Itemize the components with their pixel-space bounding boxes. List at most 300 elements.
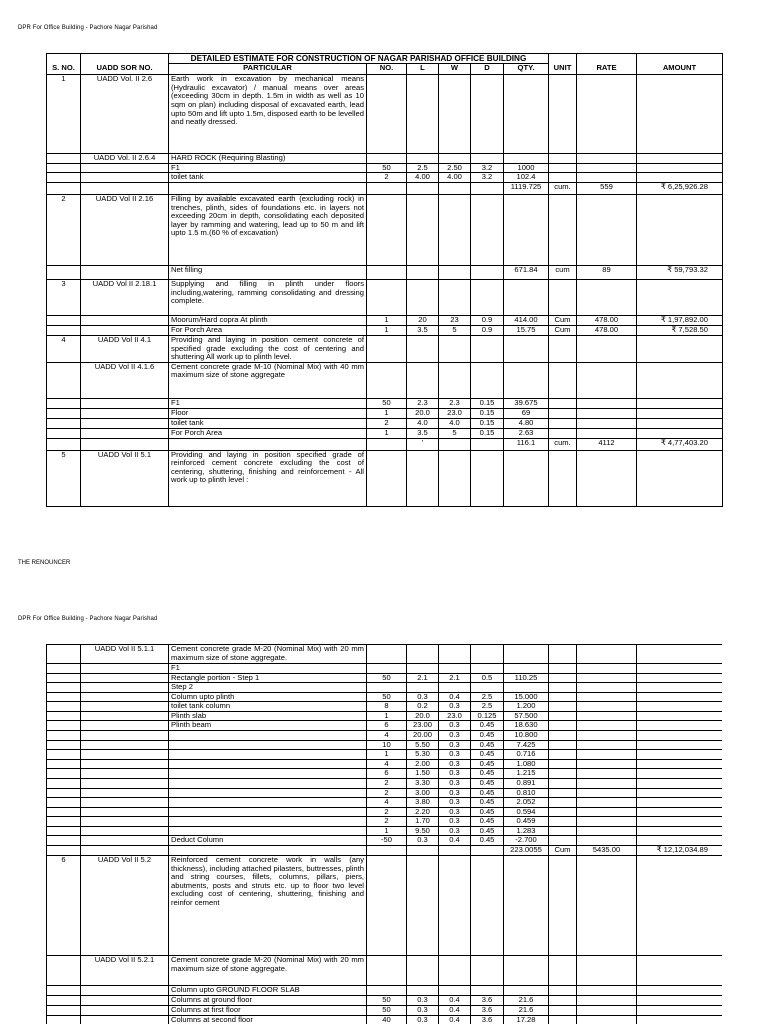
table-row xyxy=(47,807,723,817)
rate-cell xyxy=(577,995,637,1005)
qty-cell xyxy=(504,75,549,154)
d-cell: 0.9 xyxy=(471,316,504,326)
unit-cell xyxy=(549,163,577,173)
sor-cell xyxy=(81,163,169,173)
w-cell: 5 xyxy=(439,326,471,336)
d-cell: 0.45 xyxy=(471,759,504,769)
unit-cell: Cum xyxy=(549,326,577,336)
sno-cell xyxy=(47,645,81,664)
qty-cell: 15.75 xyxy=(504,326,549,336)
sor-cell xyxy=(81,673,169,683)
particular-cell: Rectangle portion - Step 1 xyxy=(169,673,367,683)
unit-cell xyxy=(549,985,577,995)
no-cell: 6 xyxy=(367,769,407,779)
rate-cell xyxy=(577,173,637,183)
w-cell xyxy=(439,664,471,674)
sno-cell xyxy=(47,1005,81,1015)
no-cell: 1 xyxy=(367,750,407,760)
sor-cell xyxy=(81,702,169,712)
qty-cell: 2.63 xyxy=(504,428,549,438)
d-cell xyxy=(471,855,504,955)
sno-cell xyxy=(47,759,81,769)
l-cell: 2.3 xyxy=(407,398,439,408)
qty-cell xyxy=(504,683,549,693)
column-header-row xyxy=(47,64,723,75)
w-cell xyxy=(439,183,471,195)
particular-cell: F1 xyxy=(169,163,367,173)
rate-cell xyxy=(577,645,637,664)
sor-cell: UADD Vol II 5.1.1 xyxy=(81,645,169,664)
sno-cell xyxy=(47,692,81,702)
unit-cell xyxy=(549,807,577,817)
table-row xyxy=(47,362,723,398)
rate-cell xyxy=(577,721,637,731)
sno-cell xyxy=(47,163,81,173)
rate-cell xyxy=(577,1015,637,1024)
amount-cell xyxy=(637,645,723,664)
sor-cell xyxy=(81,788,169,798)
qty-cell: 21.6 xyxy=(504,1005,549,1015)
sor-cell xyxy=(81,316,169,326)
particular-cell xyxy=(169,759,367,769)
table-row xyxy=(47,266,723,280)
table-row xyxy=(47,183,723,195)
amount-cell xyxy=(637,798,723,808)
unit-cell xyxy=(549,759,577,769)
table-row xyxy=(47,750,723,760)
amount-cell xyxy=(637,75,723,154)
table-row xyxy=(47,163,723,173)
amount-cell xyxy=(637,1015,723,1024)
no-cell: 4 xyxy=(367,798,407,808)
sor-cell xyxy=(81,769,169,779)
page-header: DPR For Office Building - Pachore Nagar Parishad xyxy=(18,25,158,31)
qty-cell: -2.700 xyxy=(504,836,549,846)
sno-cell xyxy=(47,769,81,779)
qty-cell: 223.0055 xyxy=(504,845,549,855)
w-cell xyxy=(439,438,471,450)
amount-cell: ₹ 6,25,926.28 xyxy=(637,183,723,195)
amount-cell xyxy=(637,428,723,438)
col-header-qty: QTY. xyxy=(504,64,549,75)
table-row xyxy=(47,398,723,408)
l-cell: 23.00 xyxy=(407,721,439,731)
estimate-title: DETAILED ESTIMATE FOR CONSTRUCTION OF NAGAR PARISHAD OFFICE BUILDING xyxy=(169,54,549,64)
w-cell: 23 xyxy=(439,316,471,326)
table-row xyxy=(47,316,723,326)
no-cell: 2 xyxy=(367,807,407,817)
unit-cell xyxy=(549,398,577,408)
no-cell xyxy=(367,266,407,280)
rate-cell: 559 xyxy=(577,183,637,195)
unit-cell xyxy=(549,280,577,316)
particular-cell: Step 2 xyxy=(169,683,367,693)
unit-cell xyxy=(549,788,577,798)
sor-cell: UADD Vol II 2.16 xyxy=(81,195,169,266)
qty-cell xyxy=(504,955,549,985)
l-cell: 9.50 xyxy=(407,826,439,836)
sor-cell: UADD Vol II 4.1 xyxy=(81,336,169,363)
qty-cell xyxy=(504,985,549,995)
col-header-rate: RATE xyxy=(577,64,637,75)
w-cell xyxy=(439,75,471,154)
no-cell: 1 xyxy=(367,826,407,836)
sno-cell xyxy=(47,183,81,195)
sno-cell xyxy=(47,798,81,808)
particular-cell: Deduct Column xyxy=(169,836,367,846)
d-cell xyxy=(471,664,504,674)
rate-cell xyxy=(577,807,637,817)
no-cell xyxy=(367,955,407,985)
d-cell: 0.15 xyxy=(471,408,504,418)
rate-cell: 478.00 xyxy=(577,326,637,336)
qty-cell: 21.6 xyxy=(504,995,549,1005)
unit-cell xyxy=(549,408,577,418)
d-cell xyxy=(471,985,504,995)
table-row xyxy=(47,788,723,798)
d-cell: 0.15 xyxy=(471,418,504,428)
w-cell xyxy=(439,845,471,855)
d-cell: 0.9 xyxy=(471,326,504,336)
particular-cell: F1 xyxy=(169,664,367,674)
d-cell: 0.125 xyxy=(471,711,504,721)
w-cell xyxy=(439,683,471,693)
col-header-amount: AMOUNT xyxy=(637,64,723,75)
amount-cell xyxy=(637,398,723,408)
w-cell: 0.3 xyxy=(439,817,471,827)
amount-cell: ₹ 59,793.32 xyxy=(637,266,723,280)
unit-cell: Cum xyxy=(549,845,577,855)
sor-cell xyxy=(81,266,169,280)
w-cell: 0.4 xyxy=(439,1005,471,1015)
no-cell: 4 xyxy=(367,731,407,741)
sor-cell xyxy=(81,778,169,788)
sno-cell xyxy=(47,673,81,683)
table-row xyxy=(47,778,723,788)
particular-cell: toilet tank column xyxy=(169,702,367,712)
w-cell: 0.3 xyxy=(439,731,471,741)
sno-cell xyxy=(47,362,81,398)
rate-cell xyxy=(577,817,637,827)
d-cell xyxy=(471,280,504,316)
sor-cell xyxy=(81,836,169,846)
sor-cell xyxy=(81,398,169,408)
unit-cell xyxy=(549,1005,577,1015)
no-cell: 2 xyxy=(367,778,407,788)
particular-cell: Filling by available excavated earth (excluding rock) in trenches, plinth, sides of foundations etc. in layers not exceeding 20cm in depth, consolidating each deposited layer by ramming and watering, lead up to 50 m and lift upto 1.5 m.(60 % of excavation) xyxy=(169,195,367,266)
unit-cell xyxy=(549,664,577,674)
d-cell: 0.45 xyxy=(471,740,504,750)
particular-cell: Columns at ground floor xyxy=(169,995,367,1005)
particular-cell: Columns at first floor xyxy=(169,1005,367,1015)
w-cell: 0.3 xyxy=(439,788,471,798)
table-row xyxy=(47,683,723,693)
no-cell xyxy=(367,664,407,674)
unit-cell xyxy=(549,173,577,183)
amount-cell xyxy=(637,740,723,750)
l-cell xyxy=(407,280,439,316)
particular-cell: Cement concrete grade M-10 (Nominal Mix) with 40 mm maximum size of stone aggregate xyxy=(169,362,367,398)
amount-cell xyxy=(637,683,723,693)
amount-cell xyxy=(637,673,723,683)
w-cell: 5 xyxy=(439,428,471,438)
table-row xyxy=(47,173,723,183)
amount-cell xyxy=(637,788,723,798)
unit-cell xyxy=(549,418,577,428)
l-cell: 0.2 xyxy=(407,702,439,712)
unit-cell xyxy=(549,450,577,506)
d-cell: 3.2 xyxy=(471,173,504,183)
d-cell: 0.45 xyxy=(471,817,504,827)
particular-cell: Earth work in excavation by mechanical means (Hydraulic excavator) / manual means over areas (exceeding 30cm in depth. 1.5m in width as well as 10 sqm on plan) including disposal of excavated earth, lead upto 50m and lift upto 1.5m, disposed earth to be levelled and neatly dressed. xyxy=(169,75,367,154)
unit-cell xyxy=(549,645,577,664)
sor-cell xyxy=(81,1015,169,1024)
l-cell xyxy=(407,75,439,154)
table-row xyxy=(47,450,723,506)
unit-cell xyxy=(549,336,577,363)
qty-cell: 671.84 xyxy=(504,266,549,280)
sno-cell xyxy=(47,817,81,827)
no-cell: 50 xyxy=(367,995,407,1005)
no-cell: 1 xyxy=(367,408,407,418)
amount-cell xyxy=(637,1005,723,1015)
amount-cell xyxy=(637,154,723,164)
sno-cell: 4 xyxy=(47,336,81,363)
amount-cell xyxy=(637,826,723,836)
particular-cell xyxy=(169,740,367,750)
no-cell xyxy=(367,195,407,266)
d-cell: 0.45 xyxy=(471,769,504,779)
table-row xyxy=(47,836,723,846)
w-cell: 0.3 xyxy=(439,750,471,760)
particular-cell: Providing and laying in position specified grade of reinforced cement concrete excluding the cost of centering, shuttering, finishing and reinforcement - All work up to plinth level : xyxy=(169,450,367,506)
rate-cell xyxy=(577,195,637,266)
table-row xyxy=(47,985,723,995)
qty-cell: 116.1 xyxy=(504,438,549,450)
particular-cell: Supplying and filling in plinth under floors including,watering, ramming consolidating and dressing complete. xyxy=(169,280,367,316)
w-cell xyxy=(439,280,471,316)
l-cell: 20.0 xyxy=(407,408,439,418)
sor-cell: UADD Vol. II 2.6.4 xyxy=(81,154,169,164)
rate-cell xyxy=(577,759,637,769)
sno-cell xyxy=(47,702,81,712)
w-cell: 0.4 xyxy=(439,995,471,1005)
w-cell xyxy=(439,195,471,266)
particular-cell xyxy=(169,817,367,827)
particular-cell: Plinth beam xyxy=(169,721,367,731)
unit-cell xyxy=(549,428,577,438)
particular-cell xyxy=(169,731,367,741)
d-cell xyxy=(471,154,504,164)
no-cell xyxy=(367,985,407,995)
qty-cell xyxy=(504,855,549,955)
table-row xyxy=(47,154,723,164)
l-cell: 2.5 xyxy=(407,163,439,173)
l-cell: 4.00 xyxy=(407,173,439,183)
unit-cell xyxy=(549,721,577,731)
particular-cell: Moorum/Hard copra At plinth xyxy=(169,316,367,326)
l-cell: 2.1 xyxy=(407,673,439,683)
estimate-table-page2 xyxy=(46,644,722,1024)
sor-cell xyxy=(81,1005,169,1015)
d-cell: 0.45 xyxy=(471,731,504,741)
d-cell: 0.45 xyxy=(471,798,504,808)
w-cell: 23.0 xyxy=(439,711,471,721)
l-cell: ' xyxy=(407,438,439,450)
particular-cell: For Porch Area xyxy=(169,428,367,438)
table-row xyxy=(47,702,723,712)
amount-cell xyxy=(637,750,723,760)
l-cell: 2.20 xyxy=(407,807,439,817)
rate-cell xyxy=(577,418,637,428)
particular-cell xyxy=(169,845,367,855)
col-header-l: L xyxy=(407,64,439,75)
l-cell: 3.5 xyxy=(407,326,439,336)
qty-cell: 0.594 xyxy=(504,807,549,817)
no-cell: 4 xyxy=(367,759,407,769)
sor-cell: UADD Vol II 4.1.6 xyxy=(81,362,169,398)
estimate-continuation xyxy=(46,644,722,1024)
l-cell: 2.00 xyxy=(407,759,439,769)
table-row xyxy=(47,1015,723,1024)
rate-cell xyxy=(577,750,637,760)
no-cell: 40 xyxy=(367,1015,407,1024)
w-cell: 0.3 xyxy=(439,769,471,779)
sno-cell xyxy=(47,408,81,418)
qty-cell xyxy=(504,195,549,266)
sor-cell xyxy=(81,826,169,836)
rate-cell xyxy=(577,280,637,316)
qty-cell: 10.800 xyxy=(504,731,549,741)
w-cell: 0.3 xyxy=(439,721,471,731)
particular-cell xyxy=(169,826,367,836)
particular-cell: Reinforced cement concrete work in walls (any thickness), including attached pilasters, buttresses, plinth and string courses, fillets, columns, pillars, piers, abutments, posts and struts etc. up to floor two level excluding cost of centering, shuttering, finishing and reinfor cement xyxy=(169,855,367,955)
sno-cell xyxy=(47,845,81,855)
d-cell: 2.5 xyxy=(471,702,504,712)
sno-cell xyxy=(47,995,81,1005)
unit-cell xyxy=(549,836,577,846)
no-cell: -50 xyxy=(367,836,407,846)
qty-cell: 414.00 xyxy=(504,316,549,326)
d-cell: 0.45 xyxy=(471,807,504,817)
d-cell: 2.5 xyxy=(471,692,504,702)
table-row xyxy=(47,326,723,336)
sno-cell: 5 xyxy=(47,450,81,506)
particular-cell xyxy=(169,769,367,779)
w-cell: 0.3 xyxy=(439,778,471,788)
l-cell: 5.50 xyxy=(407,740,439,750)
no-cell: 50 xyxy=(367,163,407,173)
sor-cell xyxy=(81,759,169,769)
qty-cell: 15.000 xyxy=(504,692,549,702)
sor-cell xyxy=(81,664,169,674)
d-cell: 3.2 xyxy=(471,163,504,173)
table-row xyxy=(47,428,723,438)
no-cell xyxy=(367,450,407,506)
sno-cell xyxy=(47,788,81,798)
no-cell: 2 xyxy=(367,817,407,827)
table-row xyxy=(47,995,723,1005)
d-cell: 3.6 xyxy=(471,1005,504,1015)
rate-cell xyxy=(577,1005,637,1015)
l-cell: 0.3 xyxy=(407,995,439,1005)
sno-cell xyxy=(47,418,81,428)
sor-cell: UADD Vol. II 2.6 xyxy=(81,75,169,154)
sno-cell xyxy=(47,721,81,731)
amount-cell xyxy=(637,769,723,779)
rate-cell xyxy=(577,798,637,808)
w-cell xyxy=(439,955,471,985)
qty-cell xyxy=(504,645,549,664)
col-header-sor: UADD SOR NO. xyxy=(81,64,169,75)
l-cell xyxy=(407,985,439,995)
particular-cell: HARD ROCK (Requiring Blasting) xyxy=(169,154,367,164)
amount-cell xyxy=(637,759,723,769)
l-cell xyxy=(407,450,439,506)
d-cell: 0.45 xyxy=(471,721,504,731)
d-cell xyxy=(471,75,504,154)
table-row xyxy=(47,955,723,985)
amount-cell xyxy=(637,807,723,817)
sor-cell xyxy=(81,807,169,817)
unit-cell xyxy=(549,778,577,788)
rate-cell: 478.00 xyxy=(577,316,637,326)
d-cell xyxy=(471,683,504,693)
particular-cell: Column upto GROUND FLOOR SLAB xyxy=(169,985,367,995)
qty-cell: 18.630 xyxy=(504,721,549,731)
table-row xyxy=(47,721,723,731)
rate-cell xyxy=(577,428,637,438)
sno-cell xyxy=(47,173,81,183)
amount-cell: ₹ 1,97,892.00 xyxy=(637,316,723,326)
amount-cell: ₹ 12,12,034.89 xyxy=(637,845,723,855)
unit-cell: cum. xyxy=(549,183,577,195)
l-cell: 3.30 xyxy=(407,778,439,788)
rate-cell xyxy=(577,731,637,741)
sno-cell: 2 xyxy=(47,195,81,266)
l-cell xyxy=(407,195,439,266)
sno-cell: 1 xyxy=(47,75,81,154)
w-cell: 23.0 xyxy=(439,408,471,418)
rate-cell xyxy=(577,75,637,154)
rate-cell xyxy=(577,826,637,836)
l-cell: 0.3 xyxy=(407,1015,439,1024)
rate-cell xyxy=(577,408,637,418)
page-footer: THE RENOUNCER xyxy=(18,560,71,566)
particular-cell: Cement concrete grade M-20 (Nominal Mix) with 20 mm maximum size of stone aggregate. xyxy=(169,645,367,664)
unit-cell xyxy=(549,362,577,398)
unit-cell xyxy=(549,1015,577,1024)
w-cell: 0.3 xyxy=(439,826,471,836)
table-row xyxy=(47,711,723,721)
table-row xyxy=(47,1005,723,1015)
col-header-d: D xyxy=(471,64,504,75)
l-cell xyxy=(407,845,439,855)
sno-cell xyxy=(47,826,81,836)
unit-cell: cum. xyxy=(549,438,577,450)
sor-cell xyxy=(81,683,169,693)
no-cell xyxy=(367,438,407,450)
qty-cell: 1.215 xyxy=(504,769,549,779)
col-header-unit: UNIT xyxy=(549,64,577,75)
qty-cell xyxy=(504,664,549,674)
unit-cell xyxy=(549,740,577,750)
unit-cell xyxy=(549,817,577,827)
d-cell xyxy=(471,266,504,280)
amount-cell xyxy=(637,450,723,506)
d-cell xyxy=(471,955,504,985)
l-cell: 0.3 xyxy=(407,1005,439,1015)
